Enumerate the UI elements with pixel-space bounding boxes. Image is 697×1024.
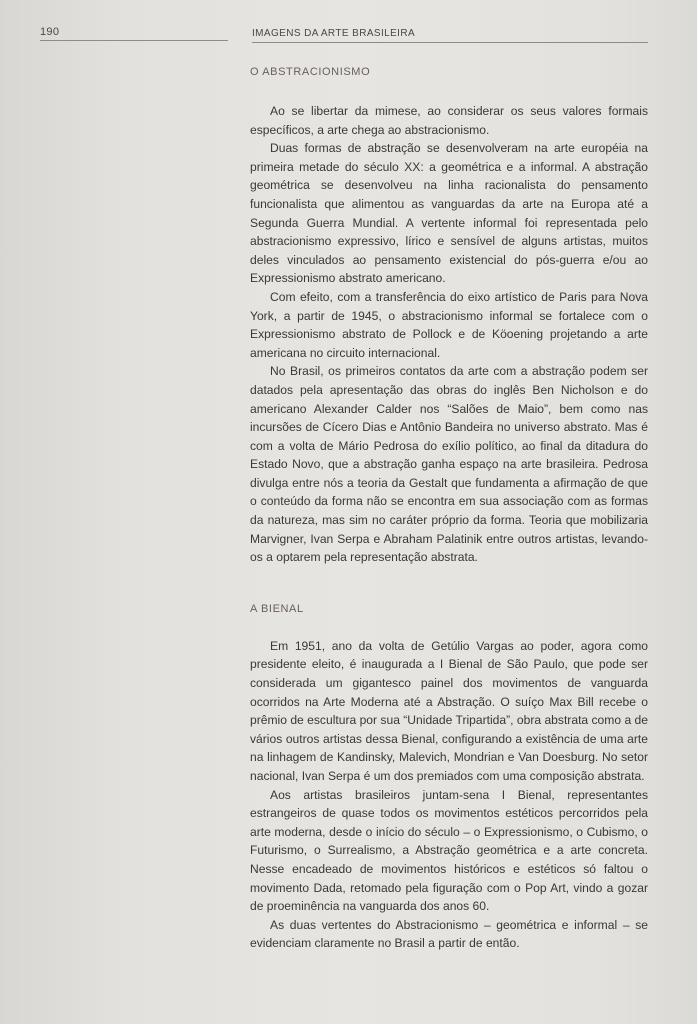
section-spacer <box>250 567 648 601</box>
section-body <box>250 637 648 953</box>
paragraph: As duas vertentes do Abstracionismo – geométrica e informal – se evidenciam claramente no Brasil a partir de então. <box>250 917 648 951</box>
header-rule-left <box>40 40 228 41</box>
header-rule-right <box>252 42 648 43</box>
section-abstracionismo <box>250 64 648 567</box>
paragraph: Em 1951, ano da volta de Getúlio Vargas ao poder, agora como presidente eleito, é inaugurada a I Bienal de São Paulo, que pode ser considerada um gigantesco painel dos movimentos de vanguarda ocorridos na Arte Moderna até a Abstração. O suíço Max Bill recebe o prêmio de escultura por sua “Unidade Tripartida”, obra abstrata como a de vários outros artistas dessa Bienal, configurando a existência de uma arte na linhagem de Kandinsky, Malevich, Mondrian e Van Doesburg. No setor nacional, Ivan Serpa é um dos premiados com uma composição abstrata. <box>250 638 648 783</box>
paragraph: Com efeito, com a transferência do eixo artístico de Paris para Nova York, a partir de 1945, o abstracionismo informal se fortalece com o Expressionismo abstrato de Pollock e de Köoening projetando a arte americana no circuito internacional. <box>250 289 648 360</box>
section-body <box>250 102 648 567</box>
section-heading: O ABSTRACIONISMO <box>250 66 371 78</box>
page-number: 190 <box>40 26 60 38</box>
paragraph: Ao se libertar da mimese, ao considerar os seus valores formais específicos, a arte chega ao abstracionismo. <box>250 104 648 137</box>
paragraph: Aos artistas brasileiros juntam-sena I Bienal, representantes estrangeiros de quase todos os movimentos estéticos percorridos pela arte moderna, desde o início do século – o Expressionismo, o Cubismo, o Futurismo, o Surrealismo, a Abstração geométrica e a arte concreta. Nesse encadeado de movimentos históricos e estéticos só faltou o movimento Dada, retomado pela figuração com o Pop Art, vindo a gozar de proeminência na vanguarda dos anos 60. <box>250 787 648 914</box>
section-bienal <box>250 601 648 953</box>
paragraph: Duas formas de abstração se desenvolveram na arte européia na primeira metade do século XX: a geométrica e a informal. A abstração geométrica se desenvolveu na linha racionalista do pensamento funcionalista que alimentou as vanguardas da arte na Europa até a Segunda Guerra Mundial. A vertente informal foi representada pelo abstracionismo expressivo, lírico e sensível de alguns artistas, muitos deles vinculados ao pensamento existencial do pós-guerra e/ou ao Expressionismo abstrato americano. <box>250 141 648 286</box>
paragraph: No Brasil, os primeiros contatos da arte com a abstração podem ser datados pela apresentação das obras do inglês Ben Nicholson e do americano Alexander Calder nos “Salões de Maio”, bem como nas incursões de Cícero Dias e Antônio Bandeira no universo abstrato. Mas é com a volta de Mário Pedrosa do exílio político, ao final da ditadura do Estado Novo, que a abstração ganha espaço na arte brasileira. Pedrosa divulga entre nós a teoria da Gestalt que fundamenta a afirmação de que o conteúdo da forma não se encontra em sua associação com as formas da natureza, mas sim no caráter próprio da forma. Teoria que mobilizaria Marvigner, Ivan Serpa e Abraham Palatinik entre outros artistas, levando-os a optarem pela representação abstrata. <box>250 364 648 565</box>
running-title: IMAGENS DA ARTE BRASILEIRA <box>252 28 416 39</box>
main-text-column <box>250 64 648 953</box>
section-heading: A BIENAL <box>250 602 304 615</box>
